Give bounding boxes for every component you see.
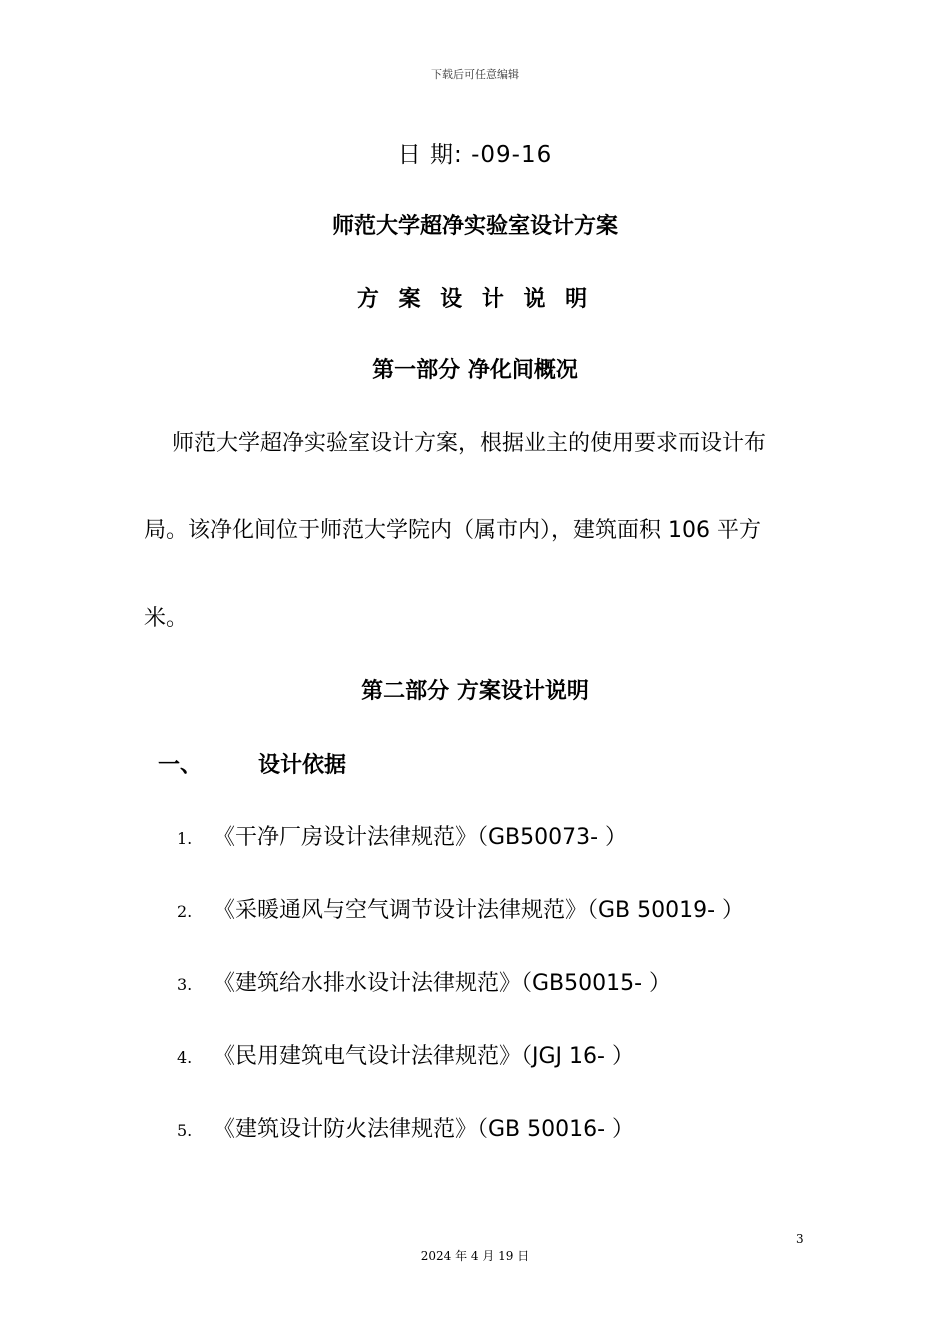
reference-number: 1. — [177, 829, 193, 848]
section-number: 一、 — [158, 753, 203, 778]
reference-number: 4. — [177, 1048, 193, 1067]
reference-text: 《建筑设计防火法律规范》（GB 50016- ） — [213, 1117, 635, 1142]
reference-number: 2. — [177, 902, 193, 921]
section-title: 设计依据 — [258, 753, 347, 778]
reference-text: 《民用建筑电气设计法律规范》（JGJ 16- ） — [213, 1044, 634, 1069]
reference-text: 《干净厂房设计法律规范》（GB50073- ） — [213, 825, 628, 850]
part2-heading: 第二部分 方案设计说明 — [361, 679, 589, 704]
paragraph-line: 师范大学超净实验室设计方案，根据业主的使用要求而设计布 — [172, 431, 767, 456]
reference-item — [177, 820, 627, 851]
reference-number: 3. — [177, 975, 193, 994]
part1-heading: 第一部分 净化间概况 — [372, 358, 578, 383]
reference-item — [177, 966, 671, 997]
reference-number: 5. — [177, 1121, 193, 1140]
reference-item — [177, 1039, 634, 1070]
date-line: 日 期: -09-16 — [397, 142, 553, 168]
paragraph-line: 局。该净化间位于师范大学院内（属市内），建筑面积 106 平方 — [144, 518, 761, 543]
reference-item — [177, 893, 744, 924]
reference-item — [177, 1112, 634, 1143]
header-note: 下载后可任意编辑 — [431, 68, 519, 81]
paragraph-line: 米。 — [144, 606, 189, 631]
document-title: 师范大学超净实验室设计方案 — [331, 214, 618, 239]
reference-text: 《建筑给水排水设计法律规范》（GB50015- ） — [213, 971, 672, 996]
document-subtitle: 方 案 设 计 说 明 — [356, 287, 594, 312]
reference-text: 《采暖通风与空气调节设计法律规范》（GB 50019- ） — [213, 898, 745, 923]
footer-date: 2024 年 4 月 19 日 — [420, 1249, 530, 1263]
page-number: 3 — [796, 1232, 804, 1246]
